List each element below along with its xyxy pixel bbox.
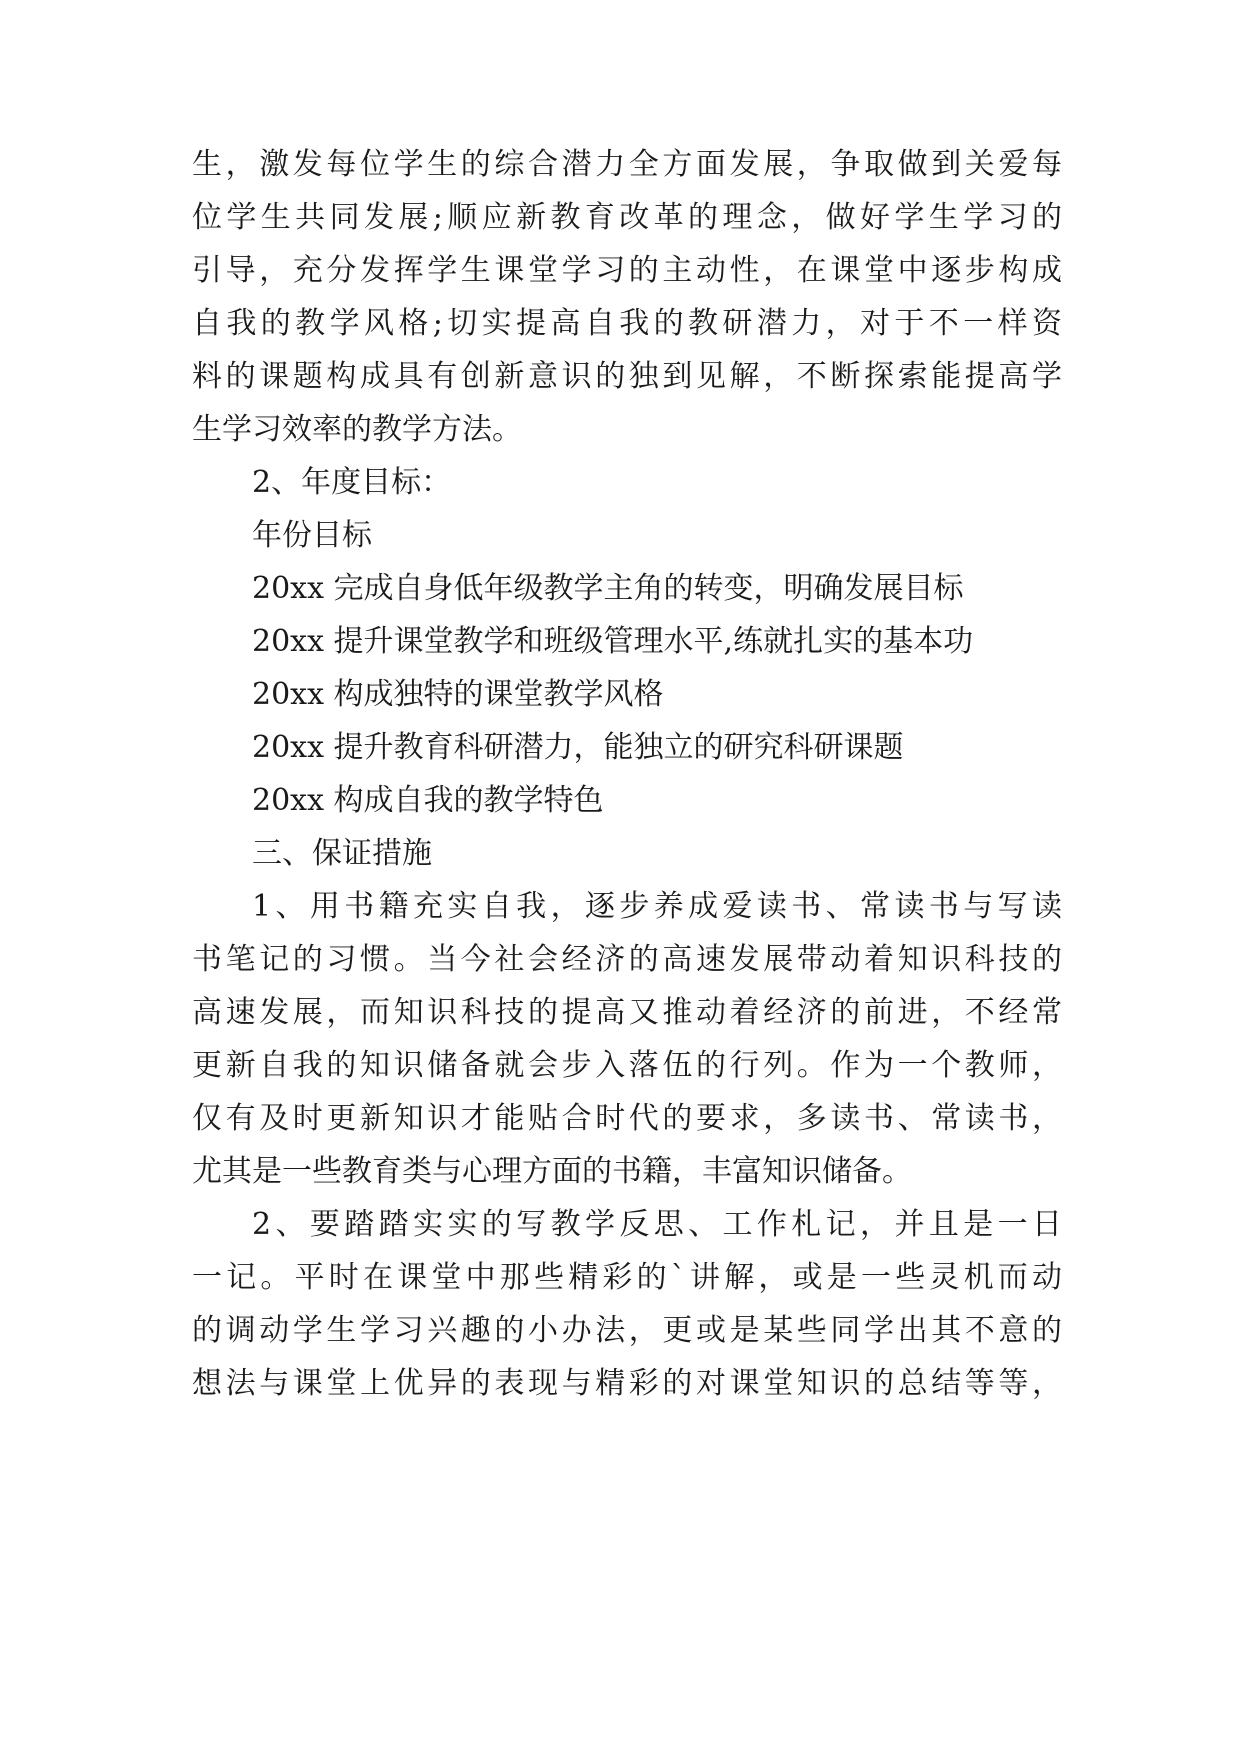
paragraph-line: 的调动学生学习兴趣的小办法，更或是某些同学出其不意的 — [192, 1313, 1062, 1348]
goal-row: 20xx 完成自身低年级教学主角的转变，明确发展目标 — [252, 571, 964, 606]
paragraph-line: 生学习效率的教学方法。 — [192, 412, 522, 447]
paragraph-line: 尤其是一些教育类与心理方面的书籍，丰富知识储备。 — [192, 1154, 912, 1189]
paragraph-line: 仅有及时更新知识才能贴合时代的要求，多读书、常读书， — [192, 1101, 1062, 1136]
paragraph-line: 引导，充分发挥学生课堂学习的主动性，在课堂中逐步构成 — [192, 253, 1062, 288]
section-heading: 2、年度目标： — [252, 465, 452, 500]
goal-row: 20xx 提升课堂教学和班级管理水平,练就扎实的基本功 — [252, 624, 974, 659]
goal-row: 20xx 提升教育科研潜力，能独立的研究科研课题 — [252, 730, 904, 765]
goals-table-header: 年份目标 — [252, 518, 372, 553]
goal-row: 20xx 构成独特的课堂教学风格 — [252, 677, 664, 712]
paragraph-line: 高速发展，而知识科技的提高又推动着经济的前进，不经常 — [192, 995, 1062, 1030]
goal-row: 20xx 构成自我的教学特色 — [252, 783, 604, 818]
paragraph-line: 自我的教学风格;切实提高自我的教研潜力，对于不一样资 — [192, 306, 1062, 341]
paragraph-line: 1、用书籍充实自我，逐步养成爱读书、常读书与写读 — [252, 889, 1062, 924]
paragraph-line: 2、要踏踏实实的写教学反思、工作札记，并且是一日 — [252, 1207, 1062, 1242]
paragraph-line: 书笔记的习惯。当今社会经济的高速发展带动着知识科技的 — [192, 942, 1062, 977]
section-heading: 三、保证措施 — [252, 836, 432, 871]
paragraph-line: 更新自我的知识储备就会步入落伍的行列。作为一个教师， — [192, 1048, 1062, 1083]
paragraph-line: 位学生共同发展;顺应新教育改革的理念，做好学生学习的 — [192, 200, 1062, 235]
paragraph-line: 生，激发每位学生的综合潜力全方面发展，争取做到关爱每 — [192, 147, 1062, 182]
paragraph-line: 想法与课堂上优异的表现与精彩的对课堂知识的总结等等， — [192, 1366, 1062, 1401]
paragraph-line: 一记。平时在课堂中那些精彩的`讲解，或是一些灵机而动 — [192, 1260, 1062, 1295]
paragraph-line: 料的课题构成具有创新意识的独到见解，不断探索能提高学 — [192, 359, 1062, 394]
